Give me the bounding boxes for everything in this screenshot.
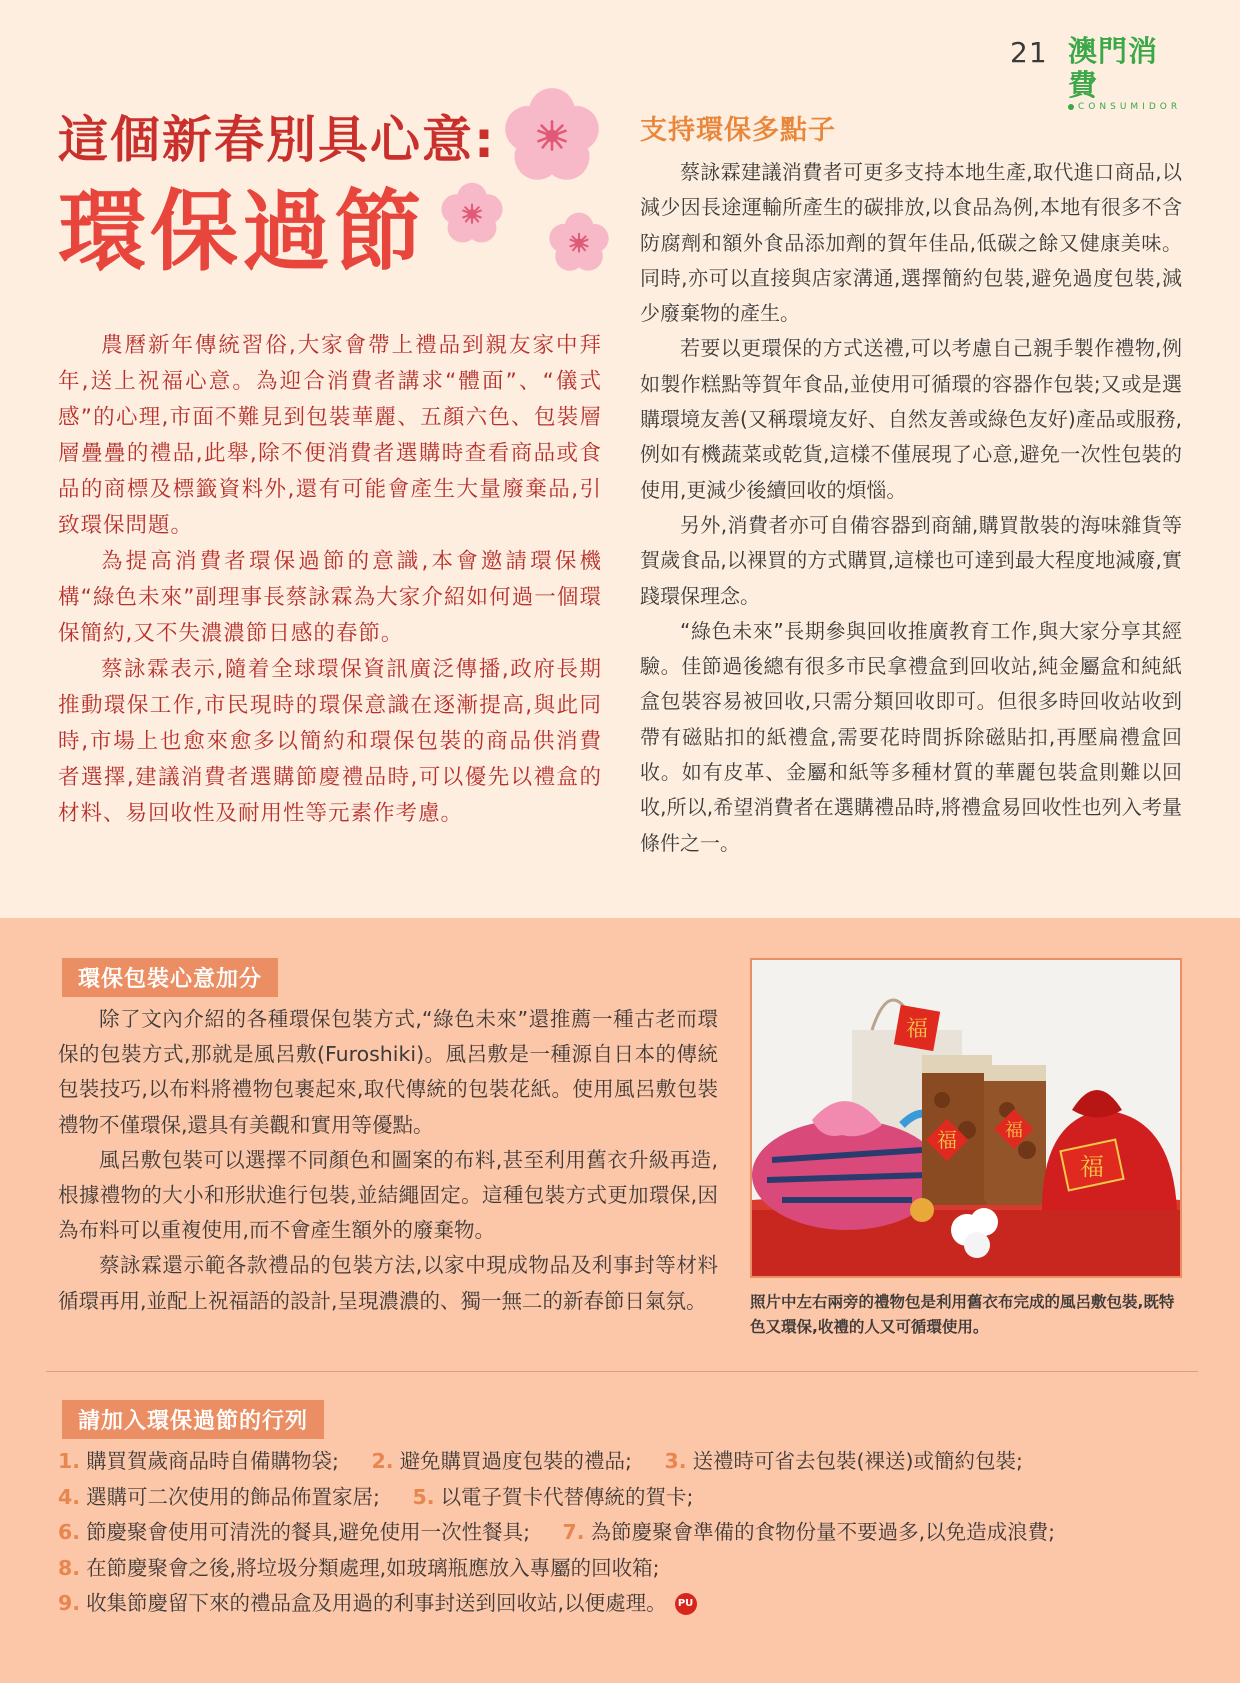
body-paragraph: 若要以更環保的方式送禮,可以考慮自己親手製作禮物,例如製作糕點等賀年食品,並使用可循環的容器作包裝;又或是選購環境友善(又稱環境友好、自然友善或綠色友好)產品或服務,例如有機蔬菜或乾貨,這樣不僅展現了心意,避免一次性包裝的使用,更減少後續回收的煩惱。 xyxy=(640,336,1182,502)
box-tag-actions: 請加入環保過節的行列 xyxy=(62,1400,324,1439)
list-item: 5. 以電子賀卡代替傳統的賀卡; xyxy=(412,1484,694,1509)
body-paragraph: “綠色未來”長期參與回收推廣教育工作,與大家分享其經驗。佳節過後總有很多市民拿禮盒到回收站,純金屬盒和純紙盒包裝容易被回收,只需分類回收即可。但很多時回收站收到帶有磁貼扣的紙禮盒,需要花時間拆除磁貼扣,再壓扁禮盒回收。如有皮革、金屬和紙等多種材質的華麗包裝盒則難以回收,所以,希望消費者在選購禮品時,將禮盒易回收性也列入考量條件之一。 xyxy=(640,618,1182,855)
title-line-2: 環保過節 xyxy=(58,180,427,283)
list-item: 4. 選購可二次使用的飾品佈置家居; xyxy=(58,1484,380,1509)
photo-caption: 照片中左右兩旁的禮物包是利用舊衣布完成的風呂敷包裝,既特色又環保,收禮的人又可循環使用。 xyxy=(750,1293,1175,1336)
magazine-logo xyxy=(1068,34,1186,112)
pu-badge-icon: PU xyxy=(675,1593,697,1615)
brand-name: 澳門消費 xyxy=(1068,34,1159,102)
list-item: 6. 節慶聚會使用可清洗的餐具,避免使用一次性餐具; xyxy=(58,1520,530,1544)
fu-label: 福 xyxy=(1005,1120,1023,1141)
body-paragraph: 風呂敷包裝可以選擇不同顏色和圖案的布料,甚至利用舊衣升級再造,根據禮物的大小和形狀進行包裝,並結繩固定。這種包裝方式更加環保,因為布料可以重複使用,而不會產生額外的廢棄物。 xyxy=(58,1147,718,1243)
list-line xyxy=(58,1586,1198,1622)
brand-subtitle: CONSUMIDOR xyxy=(1068,102,1186,112)
body-paragraph: 另外,消費者亦可自備容器到商舖,購買散裝的海味雜貨等賀歲食品,以裸買的方式購買,這樣也可達到最大程度地減廢,實踐環保理念。 xyxy=(640,512,1182,608)
body-paragraph: 蔡詠霖建議消費者可更多支持本地生產,取代進口商品,以減少因長途運輸所產生的碳排放,以食品為例,本地有很多不含防腐劑和額外食品添加劑的賀年佳品,低碳之餘又健康美味。同時,亦可以直接與店家溝通,選擇簡約包裝,避免過度包裝,減少廢棄物的產生。 xyxy=(640,160,1182,326)
fu-label: 福 xyxy=(1080,1153,1104,1181)
fu-label: 福 xyxy=(905,1017,929,1042)
ideas-column xyxy=(640,108,1182,861)
list-item: 9. 收集節慶留下來的禮品盒及用過的利事封送到回收站,以便處理。 PU xyxy=(58,1591,697,1615)
body-paragraph: 除了文內介紹的各種環保包裝方式,“綠色未來”還推薦一種古老而環保的包裝方式,那就是風呂敷(Furoshiki)。風呂敷是一種源自日本的傳統包裝技巧,以布料將禮物包裹起來,取代傳統的包裝花紙。使用風呂敷包裝禮物不僅環保,還具有美觀和實用等優點。 xyxy=(58,1007,718,1137)
plum-blossom-icon xyxy=(546,210,612,276)
intro-paragraph: 為提高消費者環保過節的意識,本會邀請環保機構“綠色未來”副理事長蔡詠霖為大家介紹如何過一個環保簡約,又不失濃濃節日感的春節。 xyxy=(58,549,602,646)
section-heading: 支持環保多點子 xyxy=(640,115,836,146)
list-line xyxy=(58,1444,1198,1480)
list-item: 2. 避免購買過度包裝的禮品; xyxy=(371,1449,632,1473)
plum-blossom-icon xyxy=(438,180,506,248)
list-line xyxy=(58,1551,1198,1587)
gift-photo-illustration xyxy=(752,960,1180,1276)
box-tag-wrapping: 環保包裝心意加分 xyxy=(62,958,278,997)
list-item: 1. 購買賀歲商品時自備購物袋; xyxy=(58,1449,339,1473)
intro-paragraph: 蔡詠霖表示,隨着全球環保資訊廣泛傳播,政府長期推動環保工作,市民現時的環保意識在逐漸提高,與此同時,市場上也愈來愈多以簡約和環保包裝的商品供消費者選擇,建議消費者選購節慶禮品時,可以優先以禮盒的材料、易回收性及耐用性等元素作考慮。 xyxy=(58,657,602,826)
body-paragraph: 蔡詠霖還示範各款禮品的包裝方法,以家中現成物品及利事封等材料循環再用,並配上祝福語的設計,呈現濃濃的、獨一無二的新春節日氣氛。 xyxy=(58,1253,718,1313)
furoshiki-photo xyxy=(750,958,1182,1278)
action-list xyxy=(58,1444,1198,1622)
fu-label: 福 xyxy=(937,1128,957,1152)
plum-blossom-icon xyxy=(500,84,604,188)
title-line-1: 這個新春別具心意: xyxy=(58,111,496,169)
page-number: 21 xyxy=(1010,36,1048,69)
section-divider xyxy=(46,1371,1198,1372)
wrapping-text xyxy=(58,1002,718,1319)
list-item: 3. 送禮時可省去包裝(裸送)或簡約包裝; xyxy=(664,1449,1023,1473)
list-item: 8. 在節慶聚會之後,將垃圾分類處理,如玻璃瓶應放入專屬的回收箱; xyxy=(58,1555,660,1580)
intro-column xyxy=(58,328,602,832)
list-item: 7. 為節慶聚會準備的食物份量不要過多,以免造成浪費; xyxy=(562,1520,1055,1544)
list-line xyxy=(58,1515,1198,1551)
list-line xyxy=(58,1480,1198,1516)
intro-paragraph: 農曆新年傳統習俗,大家會帶上禮品到親友家中拜年,送上祝福心意。為迎合消費者講求“體面”、“儀式感”的心理,市面不難見到包裝華麗、五顏六色、包裝層層疊疊的禮品,此舉,除不便消費者選購時查看商品或食品的商標及標籤資料外,還有可能會產生大量廢棄品,引致環保問題。 xyxy=(58,333,602,538)
